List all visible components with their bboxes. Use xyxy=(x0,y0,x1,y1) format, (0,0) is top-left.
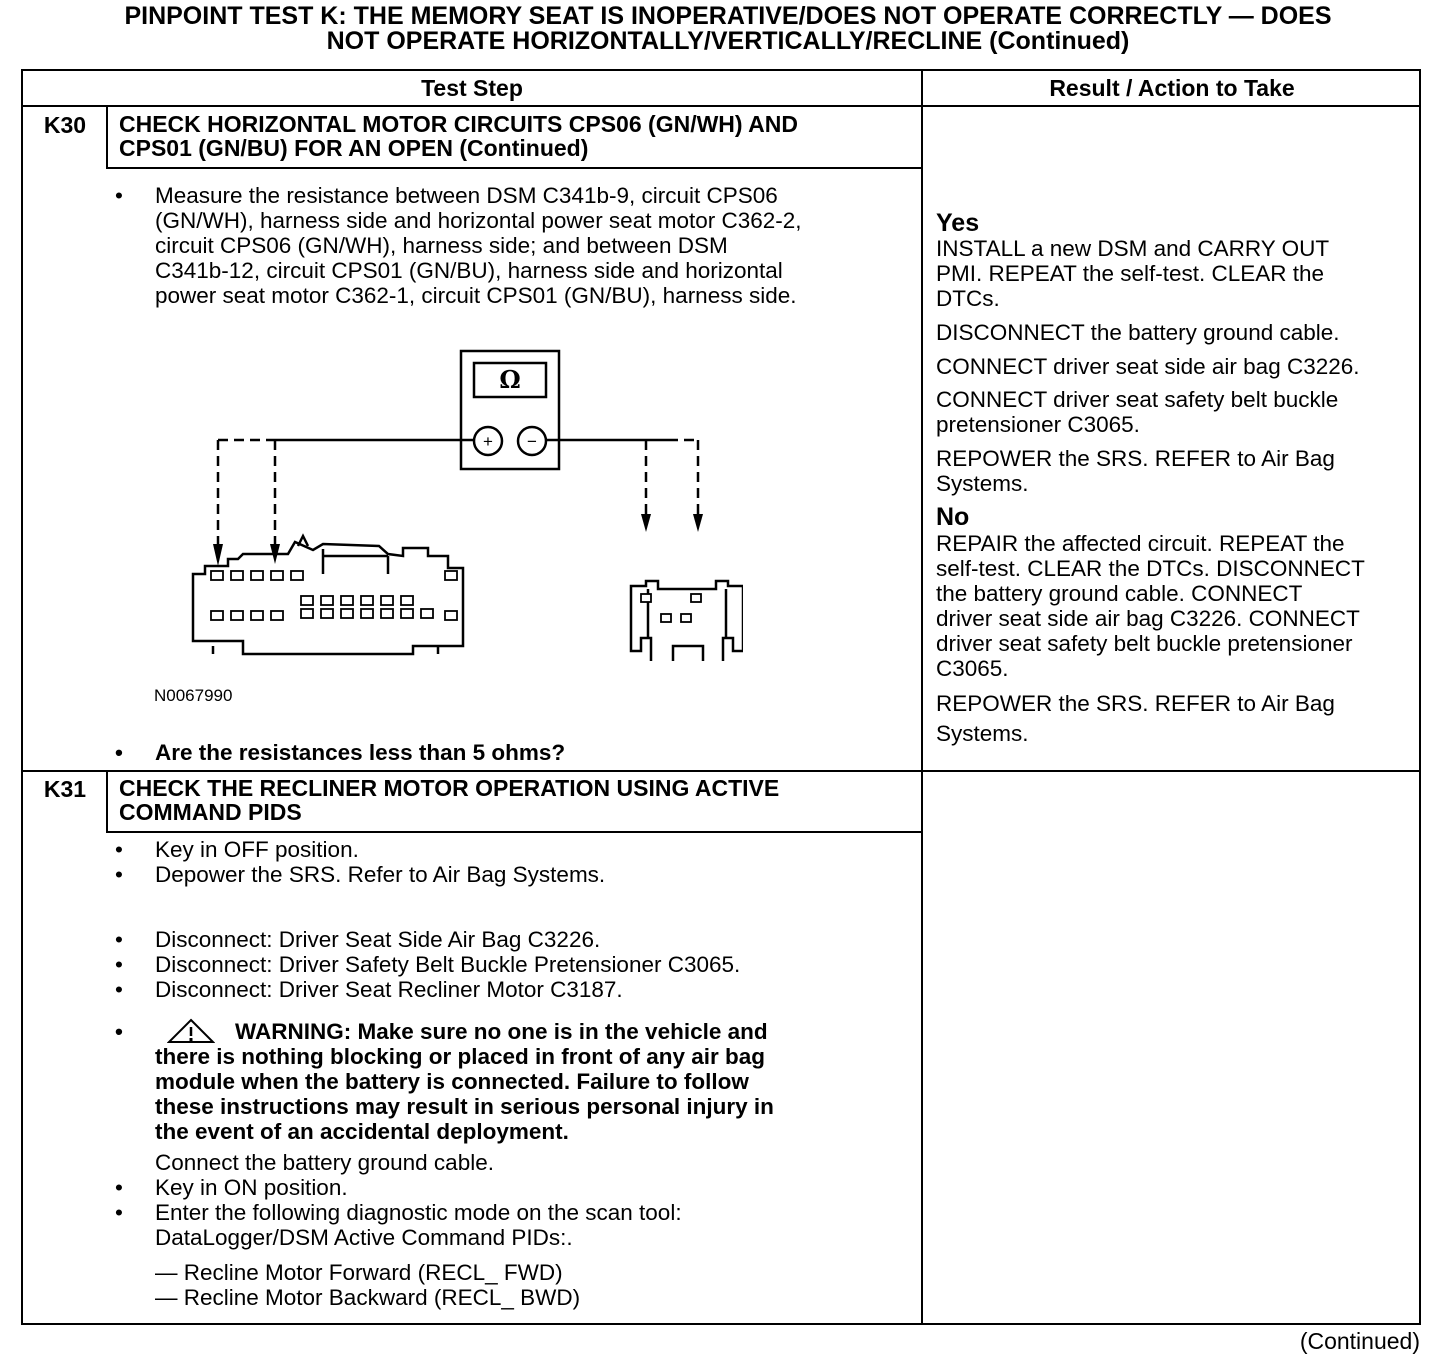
no-repower-line: REPOWER the SRS. REFER to Air Bag xyxy=(936,691,1335,716)
yes-action-line: Systems. xyxy=(936,471,1029,496)
pid-item: — Recline Motor Backward (RECL_ BWD) xyxy=(155,1285,581,1310)
k30-measure-line: Measure the resistance between DSM C341b-9, circuit CPS06 xyxy=(155,183,778,208)
no-text-line: C3065. xyxy=(936,656,1009,681)
yes-label: Yes xyxy=(936,209,980,237)
no-text-line: driver seat safety belt buckle pretensioner xyxy=(936,631,1353,656)
no-text-line: self-test. CLEAR the DTCs. DISCONNECT xyxy=(936,556,1365,581)
no-repower xyxy=(936,689,1335,749)
k31-title-line-1: CHECK THE RECLINER MOTOR OPERATION USING ACTIVE xyxy=(119,775,780,801)
k31-step-text: Disconnect: Driver Seat Side Air Bag C3226. xyxy=(155,927,601,952)
figure-code: N0067990 xyxy=(154,686,233,705)
yes-action xyxy=(936,387,1338,437)
continued-label: (Continued) xyxy=(1299,1328,1420,1354)
warning-line: the event of an accidental deployment. xyxy=(155,1119,569,1144)
no-label: No xyxy=(936,503,970,531)
column-divider xyxy=(921,71,923,1325)
k31-title-underline xyxy=(106,831,921,833)
warning-line: WARNING: Make sure no one is in the vehicle and xyxy=(235,1019,768,1044)
no-text-line: the battery ground cable. CONNECT xyxy=(936,581,1303,606)
k31-step-id: K31 xyxy=(43,776,87,802)
connector-diagram xyxy=(183,346,743,661)
k30-measure-line: circuit CPS06 (GN/WH), harness side; and between DSM xyxy=(155,233,728,258)
k31-step-text: Disconnect: Driver Safety Belt Buckle Pretensioner C3065. xyxy=(155,952,741,977)
k30-step-id: K30 xyxy=(43,112,87,138)
yes-action-line: REPOWER the SRS. REFER to Air Bag xyxy=(936,446,1335,471)
yes-action: CONNECT driver seat side air bag C3226. xyxy=(936,354,1360,379)
no-text-line: driver seat side air bag C3226. CONNECT xyxy=(936,606,1360,631)
k30-title-line-1: CHECK HORIZONTAL MOTOR CIRCUITS CPS06 (GN/WH) AND xyxy=(119,111,798,137)
k31-step-text: Key in ON position. xyxy=(155,1175,348,1200)
no-text-line: REPAIR the affected circuit. REPEAT the xyxy=(936,531,1345,556)
yes-text-line: PMI. REPEAT the self-test. CLEAR the xyxy=(936,261,1325,286)
k30-measure-line: power seat motor C362-1, circuit CPS01 (GN/BU), harness side. xyxy=(155,283,797,308)
plus-sign: + xyxy=(483,432,493,451)
k31-connect-text: Connect the battery ground cable. xyxy=(155,1150,494,1175)
warning-line: there is nothing blocking or placed in front of any air bag xyxy=(155,1044,766,1069)
k30-measure-line: (GN/WH), harness side and horizontal power seat motor C362-2, xyxy=(155,208,802,233)
enter-line: Enter the following diagnostic mode on the scan tool: xyxy=(155,1200,682,1225)
header-result: Result / Action to Take xyxy=(1049,75,1295,101)
yes-action: DISCONNECT the battery ground cable. xyxy=(936,320,1340,345)
k31-step-text: Disconnect: Driver Seat Recliner Motor C3187. xyxy=(155,977,623,1002)
yes-text-line: DTCs. xyxy=(936,286,1000,311)
header-test-step: Test Step xyxy=(421,75,523,101)
yes-text xyxy=(936,236,1329,311)
k30-step-title xyxy=(119,112,798,160)
k30-title-line-2: CPS01 (GN/BU) FOR AN OPEN (Continued) xyxy=(119,135,589,161)
no-text xyxy=(936,531,1365,681)
meter-symbol: Ω xyxy=(499,365,521,394)
k31-step-text: Depower the SRS. Refer to Air Bag Systems. xyxy=(155,862,606,887)
yes-text-line: INSTALL a new DSM and CARRY OUT xyxy=(936,236,1330,261)
k31-step-title xyxy=(119,776,779,824)
k30-measure-text xyxy=(155,183,802,308)
k30-measure-line: C341b-12, circuit CPS01 (GN/BU), harness side and horizontal xyxy=(155,258,783,283)
no-repower-line: Systems. xyxy=(936,721,1029,746)
k30-question: Are the resistances less than 5 ohms? xyxy=(155,740,566,765)
yes-action xyxy=(936,446,1335,496)
k31-step-text: Key in OFF position. xyxy=(155,837,359,862)
k31-warning xyxy=(155,1019,774,1144)
pid-item: — Recline Motor Forward (RECL_ FWD) xyxy=(155,1260,563,1285)
title-line-1: PINPOINT TEST K: THE MEMORY SEAT IS INOPERATIVE/DOES NOT OPERATE CORRECTLY — DOES xyxy=(124,2,1332,30)
step-divider xyxy=(23,770,1421,772)
warning-line: module when the battery is connected. Failure to follow xyxy=(155,1069,749,1094)
enter-line: DataLogger/DSM Active Command PIDs:. xyxy=(155,1225,573,1250)
warning-line: these instructions may result in serious personal injury in xyxy=(155,1094,774,1119)
k31-enter-text xyxy=(155,1200,682,1250)
pinpoint-table: Test Step Result / Action to Take K30 CHECK HORIZONTAL MOTOR CIRCUITS CPS06 (GN/WH) AND CPS01 (GN/BU) FOR AN OPEN (Continued) • Measure the resistance between DSM C341b-9, circuit CPS06 (GN/WH), harness side and horizontal power seat motor C362-2, circuit CPS06 (GN/WH), harness side; and between DSM C341b-12, circuit CPS01 (GN/BU), harness side and horizontal power seat motor C362-1, circuit CPS01 (GN/BU), harness side. Ω + − N0067990 • Are the resistances less than 5 ohms? Yes INSTALL a new DSM and CARRY OUT PMI. REPEAT the self-test. CLEAR the DTCs. DISCONNECT the battery ground cable. CONNECT driver seat side air bag C3226. CONNECT driver seat safety belt buckle pretensioner C3065. REPOWER the SRS. REFER to Air Bag Systems. No REPAIR the affected circuit. REPEAT the self-test. CLEAR the DTCs. DISCONNECT the battery ground cable. CONNECT driver seat side air bag C3226. CONNECT driver seat safety belt buckle pretensioner C3065. REPOWER the SRS. REFER to Air Bag Systems. K31 CHECK THE RECLINER MOTOR OPERATION USING ACTIVE COMMAND PIDS • Key in OFF position. • Depower the SRS. Refer to Air Bag Systems. • Disconnect: Driver Seat Side Air Bag C3226. • Disconnect: Driver Safety Belt Buckle Pretensioner C3065. • Disconnect: Driver Seat Recliner Motor C3187. • WARNING: Make sure no one is in the vehicle and there is nothing blocking or placed in front of any air bag module when the battery is connected. Failure to follow these instructions may result in serious personal injury in the event of an accidental deployment. Connect the battery ground cable. • Key in ON position. • Enter the following diagnostic mode on the scan tool: DataLogger/DSM Active Command PIDs:. — Recline Motor Forward (RECL_ FWD) — Recline Motor Backward (RECL_ BWD) xyxy=(21,69,1421,1325)
yes-action-line: pretensioner C3065. xyxy=(936,412,1140,437)
k31-pid-list xyxy=(155,1260,580,1310)
page-title xyxy=(0,4,1456,54)
yes-action-line: CONNECT driver seat safety belt buckle xyxy=(936,387,1339,412)
minus-sign: − xyxy=(527,432,537,451)
title-line-2: NOT OPERATE HORIZONTALLY/VERTICALLY/RECLINE (Continued) xyxy=(326,27,1130,55)
k30-title-underline xyxy=(106,167,921,169)
k31-title-line-2: COMMAND PIDS xyxy=(119,799,302,825)
